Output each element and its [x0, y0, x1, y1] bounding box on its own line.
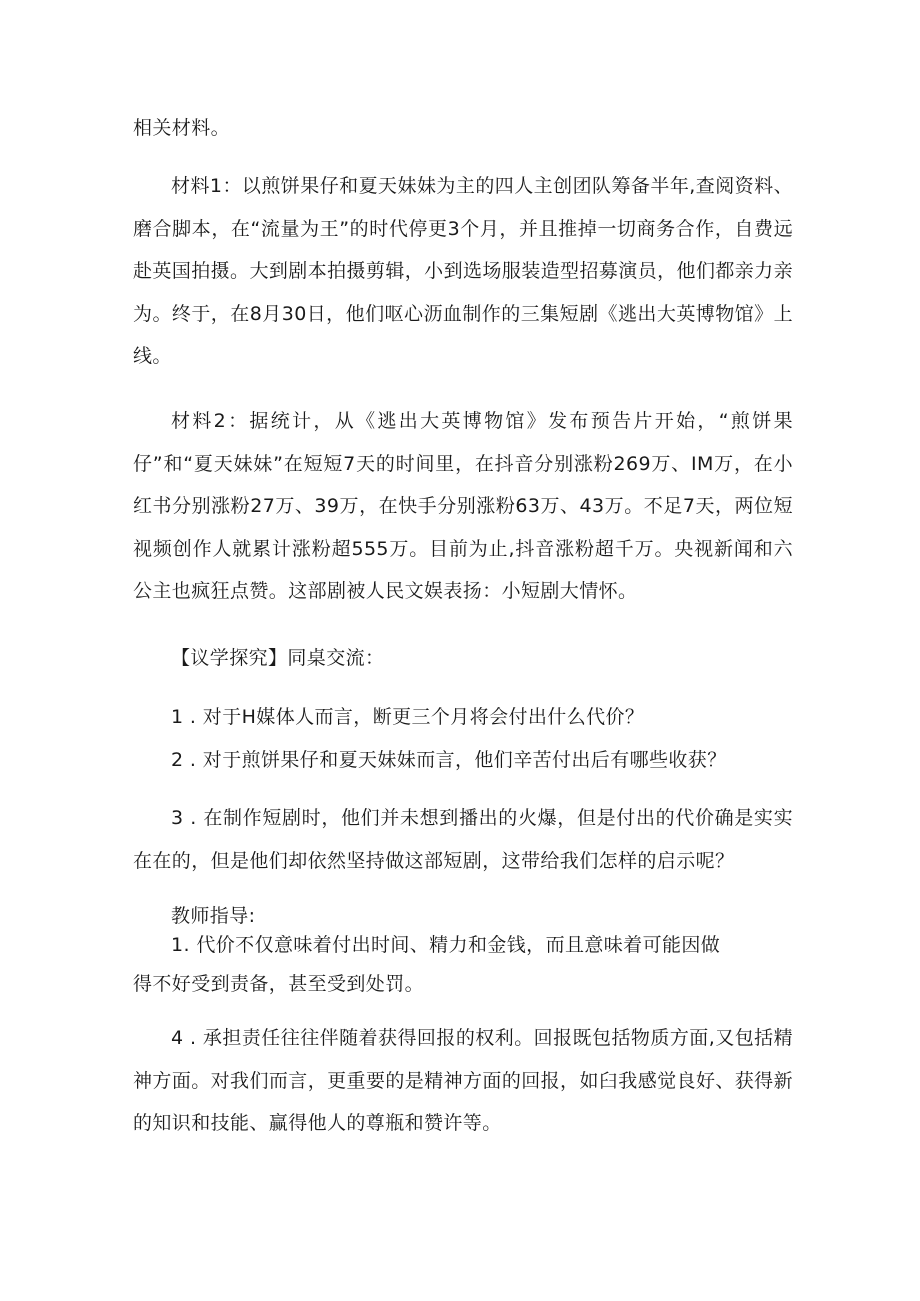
question-3: 3 . 在制作短剧时，他们并未想到播出的火爆，但是付出的代价确是实实在在的，但是他们却依然坚持做这部短剧，这带给我们怎样的启示呢？: [133, 807, 793, 872]
question-2: 2 . 对于煎饼果仔和夏天妹妹而言，他们辛苦付出后有哪些收获？: [171, 749, 727, 771]
guide-1-line-1: 1. 代价不仅意味着付出时间、精力和金钱，而且意味着可能因做: [171, 934, 721, 956]
guide-4-paragraph: 4 . 承担责任往往伴随着获得回报的权利。回报既包括物质方面,又包括精神方面。对我们而言，更重要的是精神方面的回报，如臼我感觉良好、获得新的知识和技能、赢得他人的尊瓶和赞许等。: [133, 1027, 793, 1134]
guide-1-line-2: 得不好受到责备，甚至受到处罚。: [133, 973, 425, 995]
intro-paragraph: 相关材料。: [133, 117, 231, 139]
question-1: 1 . 对于H媒体人而言，断更三个月将会付出什么代价？: [171, 706, 645, 728]
teacher-guidance-heading: 教师指导:: [171, 905, 256, 927]
inquiry-heading: 【议学探究】同桌交流：: [171, 647, 385, 669]
material-2-paragraph: 材料2：据统计，从《逃出大英博物馆》发布预告片开始，“煎饼果仔”和“夏天妹妹”在短短7天的时间里，在抖音分别涨粉269万、IM万，在小红书分别涨粉27万、39万，在快手分别涨粉63万、43万。不足7天，两位短视频创作人就累计涨粉超555万。目前为止,抖音涨粉超千万。央视新闻和六公主也疯狂点赞。这部剧被人民文娱表扬：小短剧大情怀。: [133, 410, 793, 602]
material-1-paragraph: 材料1：以煎饼果仔和夏天妹妹为主的四人主创团队筹备半年,查阅资料、磨合脚本，在“流量为王”的时代停更3个月，并且推掉一切商务合作，自费远赴英国拍摄。大到剧本拍摄剪辑，小到选场服装造型招募演员，他们都亲力亲为。终于，在8月30日，他们呕心沥血制作的三集短剧《逃出大英博物馆》上线。: [133, 175, 793, 367]
